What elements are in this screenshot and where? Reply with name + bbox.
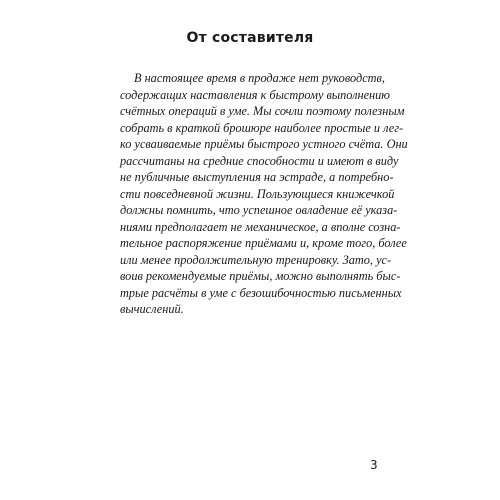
page-title: От составителя [186,30,314,46]
paragraph-line: вычислений. [120,302,184,316]
paragraph-line: должны помнить, что успешное овладение её указа- [120,203,398,217]
paragraph-line: трые расчёты в уме с безошибочностью письменных [120,285,402,300]
paragraph-line: или менее продолжительную тренировку. Зато, ус- [120,252,392,267]
paragraph-line: воив рекомендуемые приёмы, можно выполнять быс- [120,269,401,283]
paragraph-line: рассчитаны на средние способности и имеют в виду [120,153,399,168]
paragraph-line: счётных операций в уме. Мы сочли поэтому полезным [120,104,405,118]
paragraph-line: не публичные выступления на эстраде, а потребно- [120,170,394,184]
page-number: 3 [370,458,378,472]
paragraph-line: сти повседневной жизни. Пользующиеся книжечкой [120,186,395,201]
paragraph-line: тельное распоряжение приёмами и, кроме того, более [120,236,407,250]
preface-paragraph [120,70,408,318]
paragraph-line: В настоящее время в продаже нет руководств, [134,71,385,85]
paragraph-line: содержащих наставления к быстрому выполнению [120,87,390,102]
paragraph-line: ко усваиваемые приёмы быстрого устного счёта. Они [120,137,408,151]
paragraph-line: ниями предполагает не механическое, а вполне созна- [120,219,401,234]
paragraph-line: собрать в краткой брошюре наиболее простые и лег- [120,120,404,135]
